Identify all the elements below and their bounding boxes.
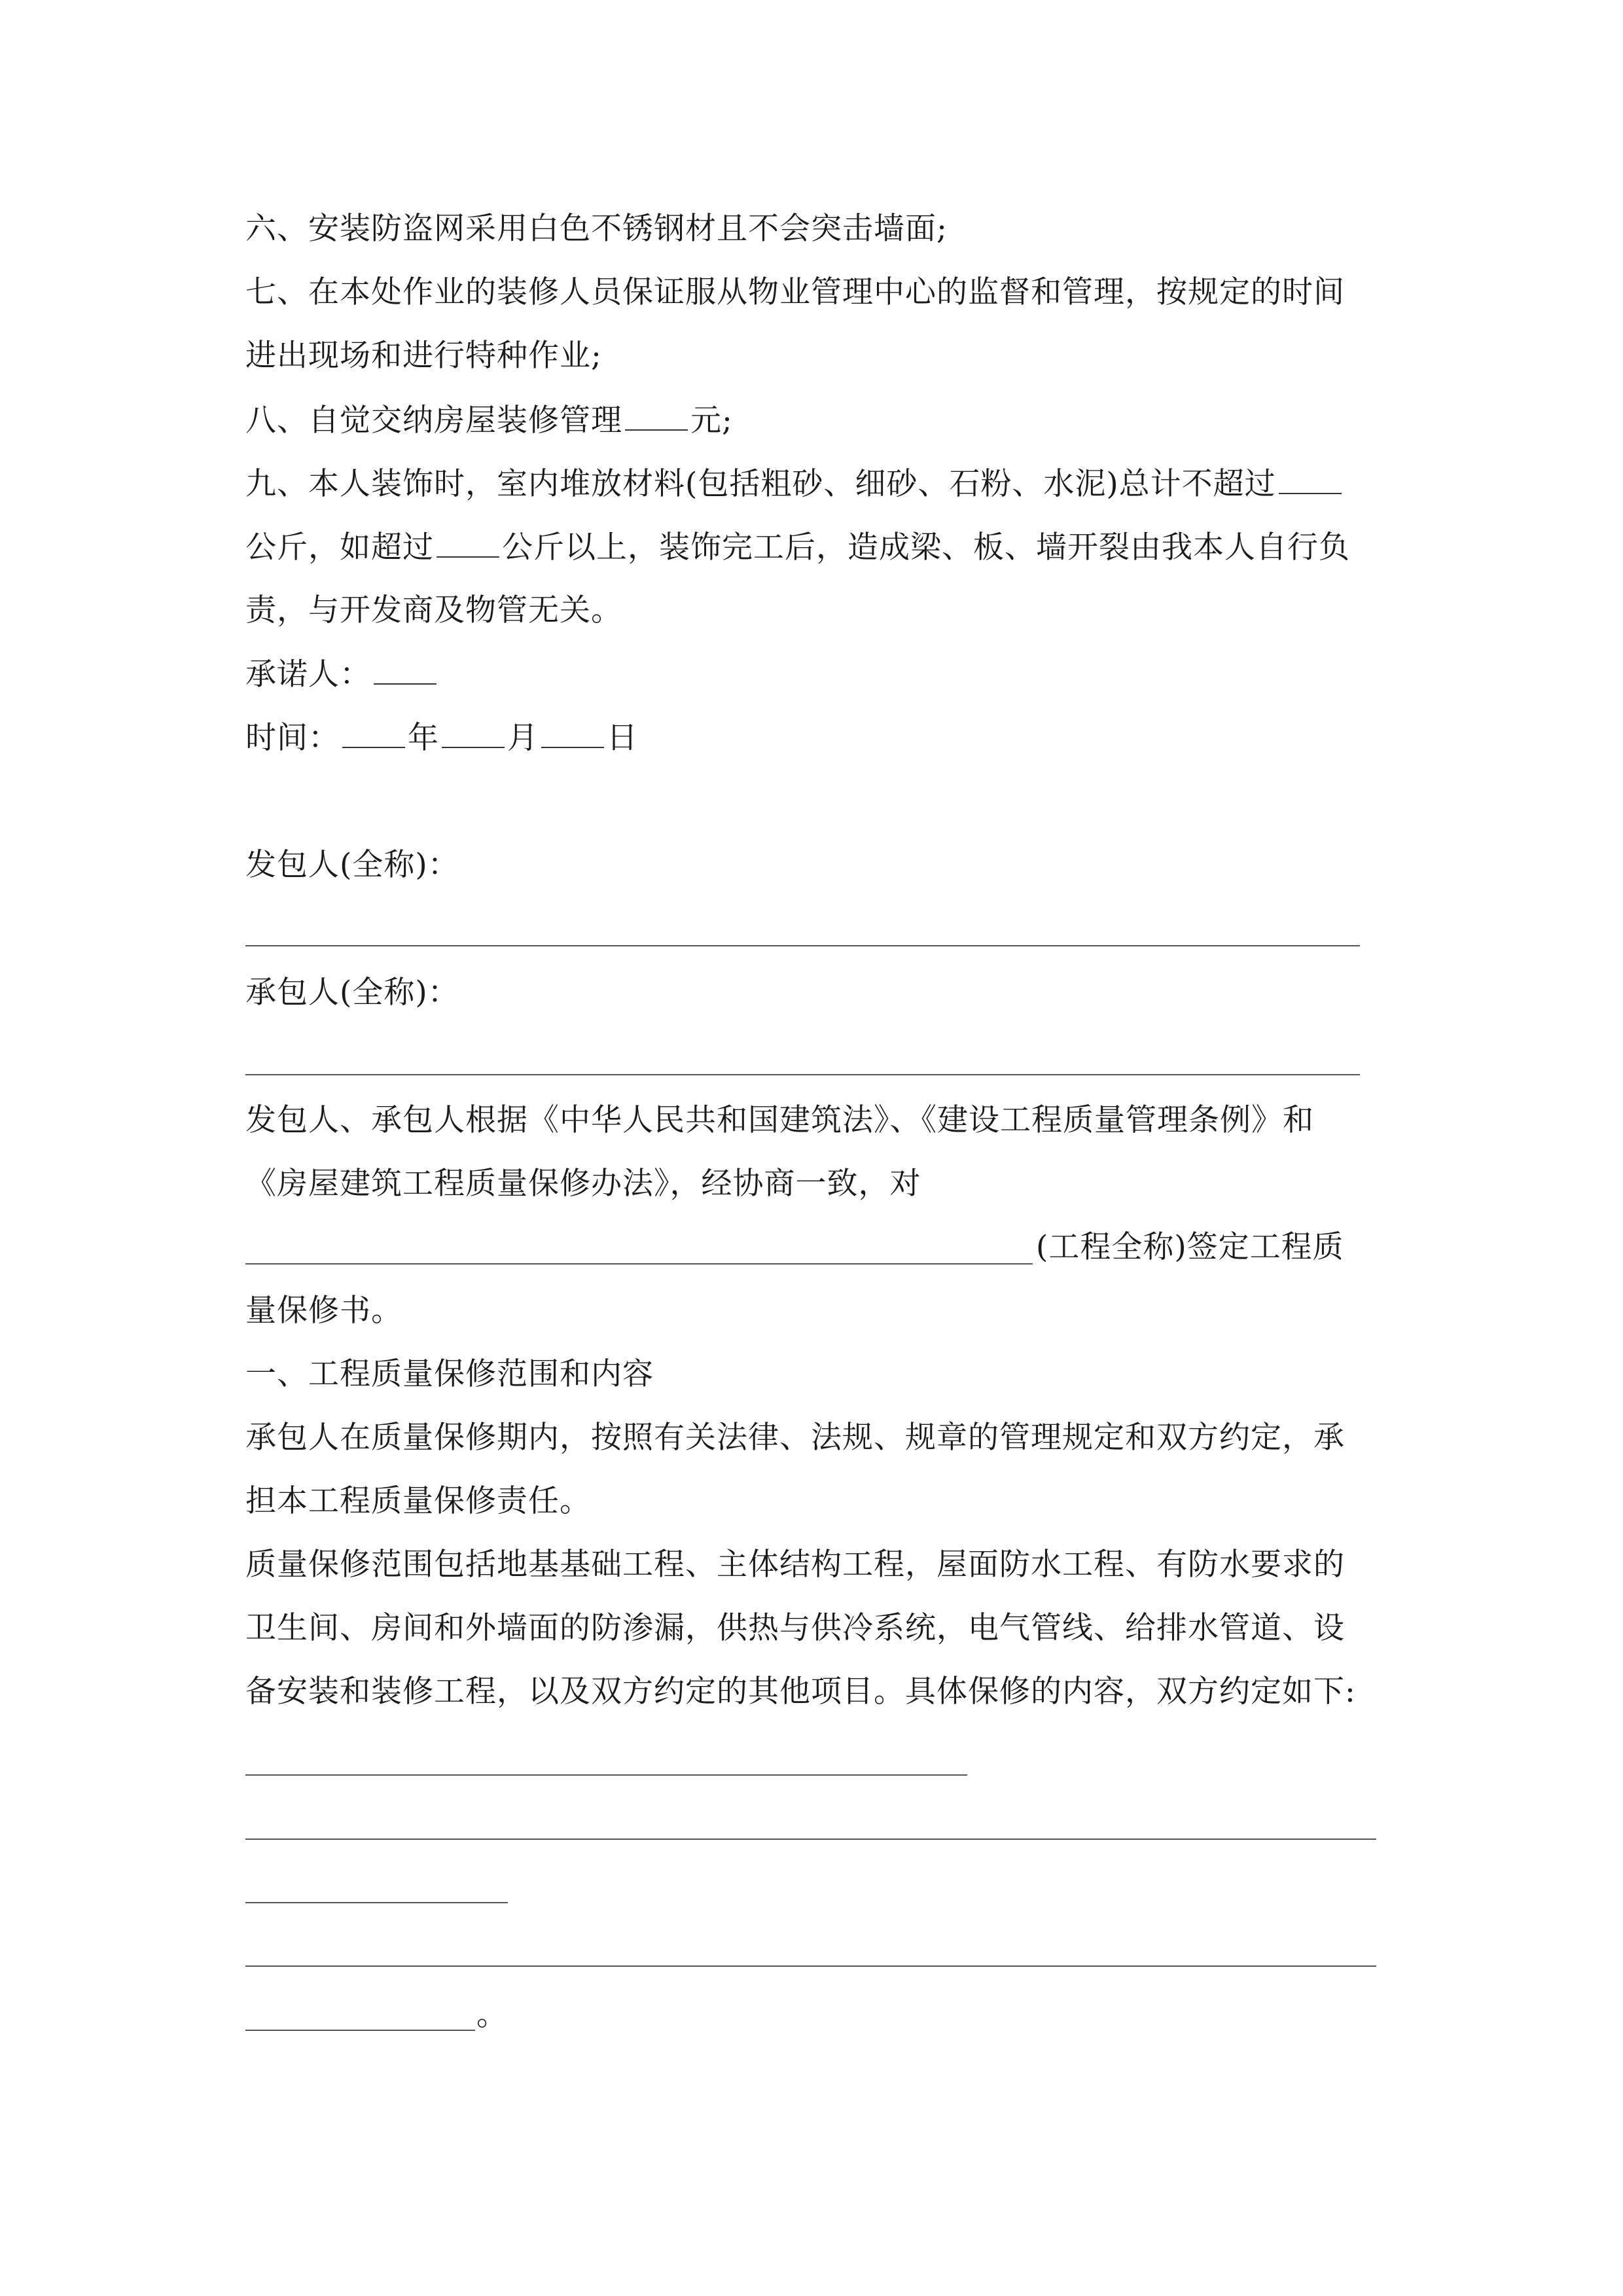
employer-label: 发包人(全称)：: [245, 847, 459, 883]
warranty-content-line-5[interactable]: [245, 2030, 475, 2031]
section-1-p1-line-1: 承包人在质量保修期内，按照有关法律、法规、规章的管理规定和双方约定，承: [245, 1420, 1345, 1456]
promisor-line: [245, 655, 1381, 694]
clause-8: [245, 401, 1381, 440]
intro-line-1: 发包人、承包人根据《中华人民共和国建筑法》、《建设工程质量管理条例》和: [245, 1102, 1314, 1138]
warranty-content-line-3[interactable]: [245, 1902, 508, 1903]
clause-7-line-1: 七、在本处作业的装修人员保证服从物业管理中心的监督和管理，按规定的时间: [245, 274, 1345, 310]
clause-9-line-2: [245, 528, 1381, 567]
clause-8-unit: 元;: [690, 403, 733, 439]
clause-6: 六、安装防盗网采用白色不锈钢材且不会突击墙面;: [245, 211, 948, 247]
weight-exceed-blank[interactable]: [437, 528, 499, 558]
warranty-content-line-2[interactable]: [245, 1839, 1376, 1840]
clause-7-line-2: 进出现场和进行特种作业;: [245, 338, 602, 374]
employer-name-line[interactable]: [245, 945, 1360, 946]
day-blank[interactable]: [541, 718, 604, 748]
contractor-label: 承包人(全称)：: [245, 975, 459, 1011]
promisor-blank[interactable]: [374, 655, 437, 685]
section-1-p2-line-1: 质量保修范围包括地基基础工程、主体结构工程，屋面防水工程、有防水要求的: [245, 1547, 1345, 1583]
end-mark: 。: [476, 1997, 508, 2033]
weight-limit-blank[interactable]: [1279, 464, 1342, 494]
intro-line-2: 《房屋建筑工程质量保修办法》，经协商一致，对: [245, 1166, 921, 1202]
year-blank[interactable]: [342, 718, 405, 748]
intro-line-3: (工程全称)签定工程质: [1036, 1229, 1344, 1265]
contractor-name-line[interactable]: [245, 1074, 1360, 1075]
section-1-p2-line-2: 卫生间、房间和外墙面的防渗漏，供热与供冷系统，电气管线、给排水管道、设: [245, 1610, 1345, 1646]
section-1-p1-line-2: 担本工程质量保修责任。: [245, 1483, 591, 1519]
clause-9-line-1: [245, 464, 1381, 504]
intro-line-4: 量保修书。: [245, 1293, 402, 1329]
clause-9-text-b: 公斤以上，装饰完工后，造成梁、板、墙开裂由我本人自行负: [502, 529, 1350, 565]
month-label: 月: [507, 720, 539, 756]
warranty-content-line-1[interactable]: [245, 1774, 967, 1776]
clause-9-line-3: 责，与开发商及物管无关。: [245, 592, 622, 628]
clause-9-text: 九、本人装饰时，室内堆放材料(包括粗砂、细砂、石粉、水泥)总计不超过: [245, 466, 1276, 502]
fee-blank[interactable]: [625, 401, 688, 431]
section-1-title: 一、工程质量保修范围和内容: [245, 1356, 654, 1392]
year-label: 年: [408, 720, 439, 756]
warranty-content-line-4[interactable]: [245, 1965, 1376, 1967]
clause-8-text: 八、自觉交纳房屋装修管理: [245, 403, 622, 439]
day-label: 日: [607, 720, 638, 756]
promisor-label: 承诺人：: [245, 656, 371, 692]
section-1-p2-line-3: 备安装和装修工程，以及双方约定的其他项目。具体保修的内容，双方约定如下:: [245, 1674, 1356, 1710]
project-name-line[interactable]: [245, 1263, 1033, 1265]
date-line: [245, 718, 1381, 758]
month-blank[interactable]: [442, 718, 505, 748]
clause-9-text-a: 公斤，如超过: [245, 529, 434, 565]
time-label: 时间：: [245, 720, 340, 756]
